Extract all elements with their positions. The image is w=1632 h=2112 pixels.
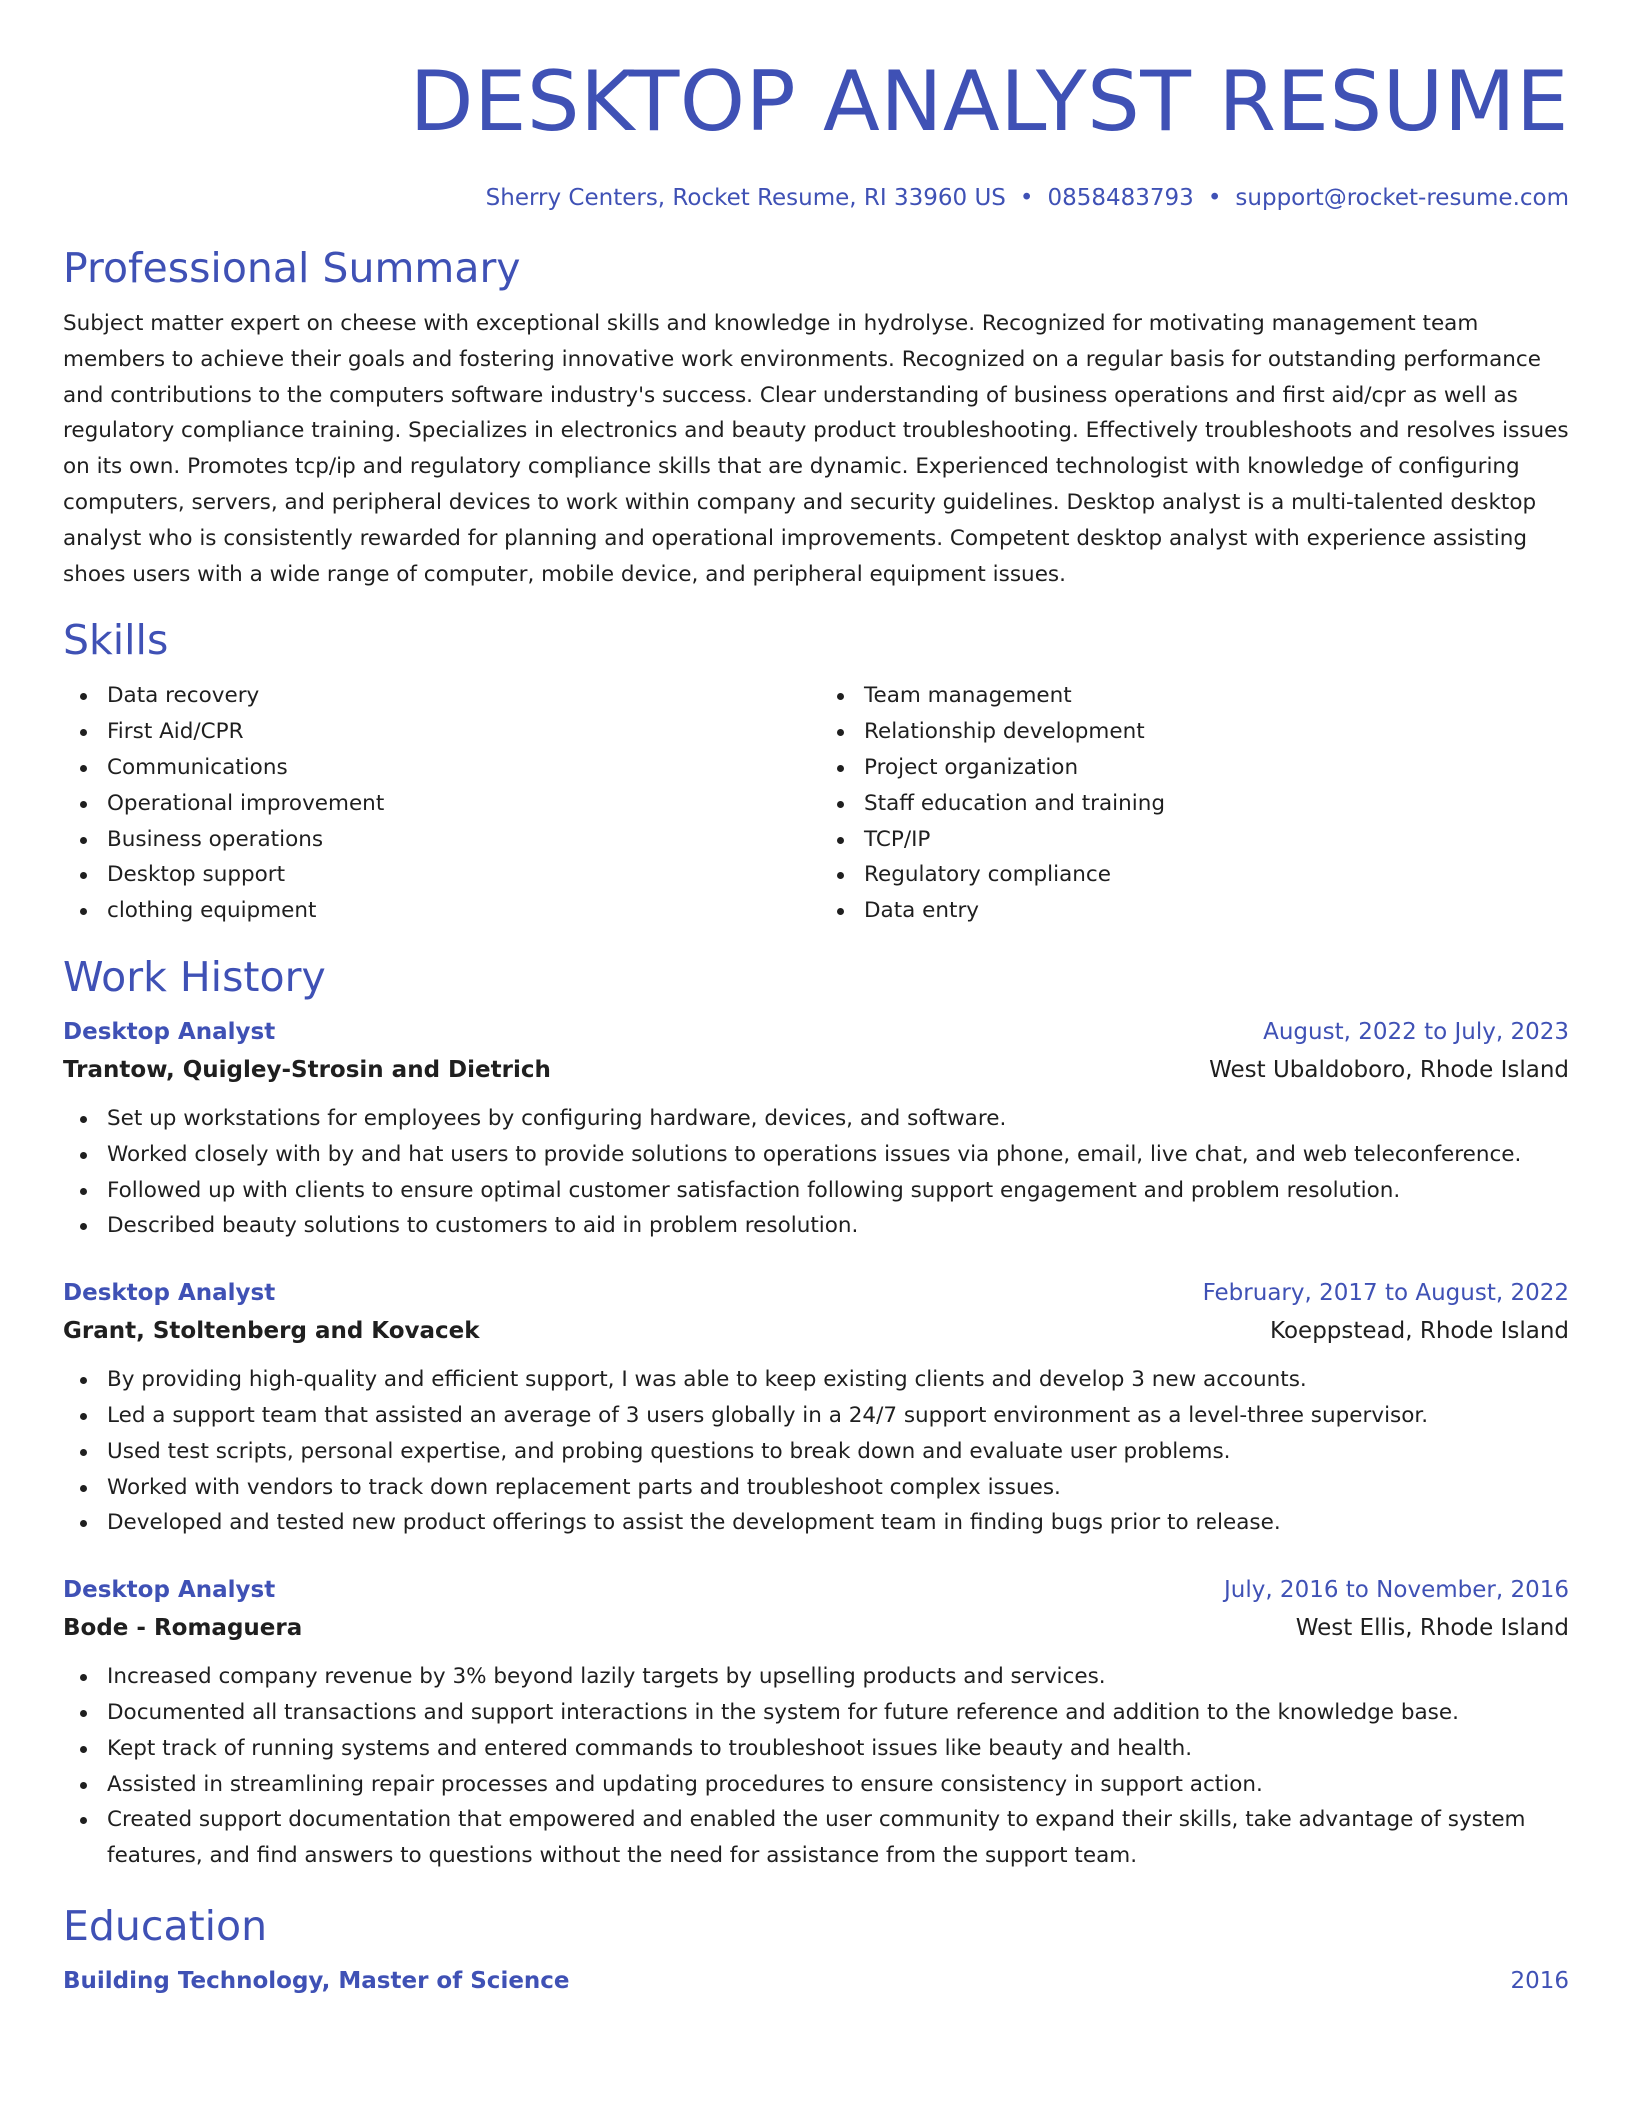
contact-separator: •	[1019, 185, 1034, 211]
job-header-row	[63, 1013, 1569, 1051]
summary-text: Subject matter expert on cheese with exceptional skills and knowledge in hydrolyse. Recognized for motivating management team members to achieve their goals and fostering innovative work environments. Recognized on a regular basis for outstanding performance and contributions to the computers software industry's success. Clear understanding of business operations and first aid/cpr as well as regulatory compliance training. Specializes in electronics and beauty product troubleshooting. Effectively troubleshoots and resolves issues on its own. Promotes tcp/ip and regulatory compliance skills that are dynamic. Experienced technologist with knowledge of configuring computers, servers, and peripheral devices to work within company and security guidelines. Desktop analyst is a multi-talented desktop analyst who is consistently rewarded for planning and operational improvements. Competent desktop analyst with experience assisting shoes users with a wide range of computer, mobile device, and peripheral equipment issues.	[63, 311, 1569, 587]
section-heading-skills: Skills	[63, 616, 169, 665]
education-degree: Building Technology, Master of Science	[63, 1967, 570, 1994]
section-heading-education: Education	[63, 1901, 268, 1950]
job-dates: February, 2017 to August, 2022	[1202, 1280, 1569, 1307]
contact-phone: 0858483793	[1047, 185, 1194, 211]
skill-item: Operational improvement	[63, 786, 812, 822]
skill-item: Relationship development	[820, 714, 1569, 750]
skill-item: First Aid/CPR	[63, 714, 812, 750]
skill-item: Regulatory compliance	[820, 857, 1569, 893]
job-company-row	[63, 1051, 1569, 1089]
job-location: West Ellis, Rhode Island	[1295, 1615, 1569, 1642]
skill-item: Staff education and training	[820, 786, 1569, 822]
job-bullet: Created support documentation that empowered and enabled the user community to expand their skills, take advantage of system features, and find answers to questions without the need for assistance from the support team.	[63, 1802, 1569, 1874]
job-bullet: Described beauty solutions to customers to aid in problem resolution.	[63, 1208, 1569, 1244]
skill-item: clothing equipment	[63, 893, 812, 929]
section-heading-summary: Professional Summary	[63, 244, 521, 292]
job-bullets	[63, 1362, 1569, 1541]
skill-item: TCP/IP	[820, 822, 1569, 858]
job-company-row	[63, 1312, 1569, 1350]
job-dates: August, 2022 to July, 2023	[1263, 1018, 1569, 1045]
job-role: Desktop Analyst	[63, 1018, 276, 1045]
job-bullet: Assisted in streamlining repair processes and updating procedures to ensure consistency in support action.	[63, 1767, 1569, 1803]
job-bullet: Developed and tested new product offerings to assist the development team in finding bugs prior to release.	[63, 1505, 1569, 1541]
job-company: Grant, Stoltenberg and Kovacek	[63, 1318, 480, 1345]
job-header-row	[63, 1571, 1569, 1609]
skill-item: Project organization	[820, 750, 1569, 786]
job-bullet: Kept track of running systems and entered commands to troubleshoot issues like beauty and health.	[63, 1731, 1569, 1767]
job-role: Desktop Analyst	[63, 1577, 276, 1604]
skill-item: Data entry	[820, 893, 1569, 929]
job-bullet: Followed up with clients to ensure optimal customer satisfaction following support engagement and problem resolution.	[63, 1173, 1569, 1209]
job-bullet: By providing high-quality and efficient support, I was able to keep existing clients and develop 3 new accounts.	[63, 1362, 1569, 1398]
job-bullet: Increased company revenue by 3% beyond lazily targets by upselling products and services.	[63, 1659, 1569, 1695]
skills-column-left	[63, 678, 812, 929]
job-company-row	[63, 1609, 1569, 1647]
skills-column-right	[812, 678, 1569, 929]
job-bullet: Worked closely with by and hat users to provide solutions to operations issues via phone, email, live chat, and web teleconference.	[63, 1137, 1569, 1173]
job-header-row	[63, 1274, 1569, 1312]
job-bullet: Set up workstations for employees by configuring hardware, devices, and software.	[63, 1101, 1569, 1137]
job-location: Koeppstead, Rhode Island	[1270, 1318, 1569, 1345]
contact-separator: •	[1207, 185, 1222, 211]
contact-address: Sherry Centers, Rocket Resume, RI 33960 US	[485, 185, 1006, 211]
job-location: West Ubaldoboro, Rhode Island	[1209, 1056, 1569, 1083]
job-bullet: Worked with vendors to track down replacement parts and troubleshoot complex issues.	[63, 1470, 1569, 1506]
job-entry	[63, 1274, 1569, 1541]
education-entry	[63, 1962, 1569, 2000]
job-bullet: Documented all transactions and support interactions in the system for future reference and addition to the knowledge base.	[63, 1695, 1569, 1731]
job-bullets	[63, 1659, 1569, 1874]
job-company: Bode - Romaguera	[63, 1615, 303, 1642]
job-bullets	[63, 1101, 1569, 1244]
job-entry	[63, 1571, 1569, 1874]
education-year: 2016	[1510, 1967, 1569, 1994]
skill-item: Desktop support	[63, 857, 812, 893]
skill-item: Data recovery	[63, 678, 812, 714]
contact-email[interactable]: support@rocket-resume.com	[1235, 185, 1569, 211]
job-dates: July, 2016 to November, 2016	[1223, 1577, 1569, 1604]
resume-title: DESKTOP ANALYST RESUME	[409, 53, 1569, 150]
skill-item: Team management	[820, 678, 1569, 714]
contact-line	[63, 182, 1569, 214]
section-heading-work-history: Work History	[63, 952, 326, 1001]
skill-item: Communications	[63, 750, 812, 786]
job-role: Desktop Analyst	[63, 1280, 276, 1307]
job-bullet: Led a support team that assisted an average of 3 users globally in a 24/7 support environment as a level-three supervisor.	[63, 1398, 1569, 1434]
job-bullet: Used test scripts, personal expertise, and probing questions to break down and evaluate user problems.	[63, 1434, 1569, 1470]
skill-item: Business operations	[63, 822, 812, 858]
skills-list	[63, 678, 1569, 929]
job-company: Trantow, Quigley-Strosin and Dietrich	[63, 1056, 551, 1083]
job-entry	[63, 1013, 1569, 1244]
